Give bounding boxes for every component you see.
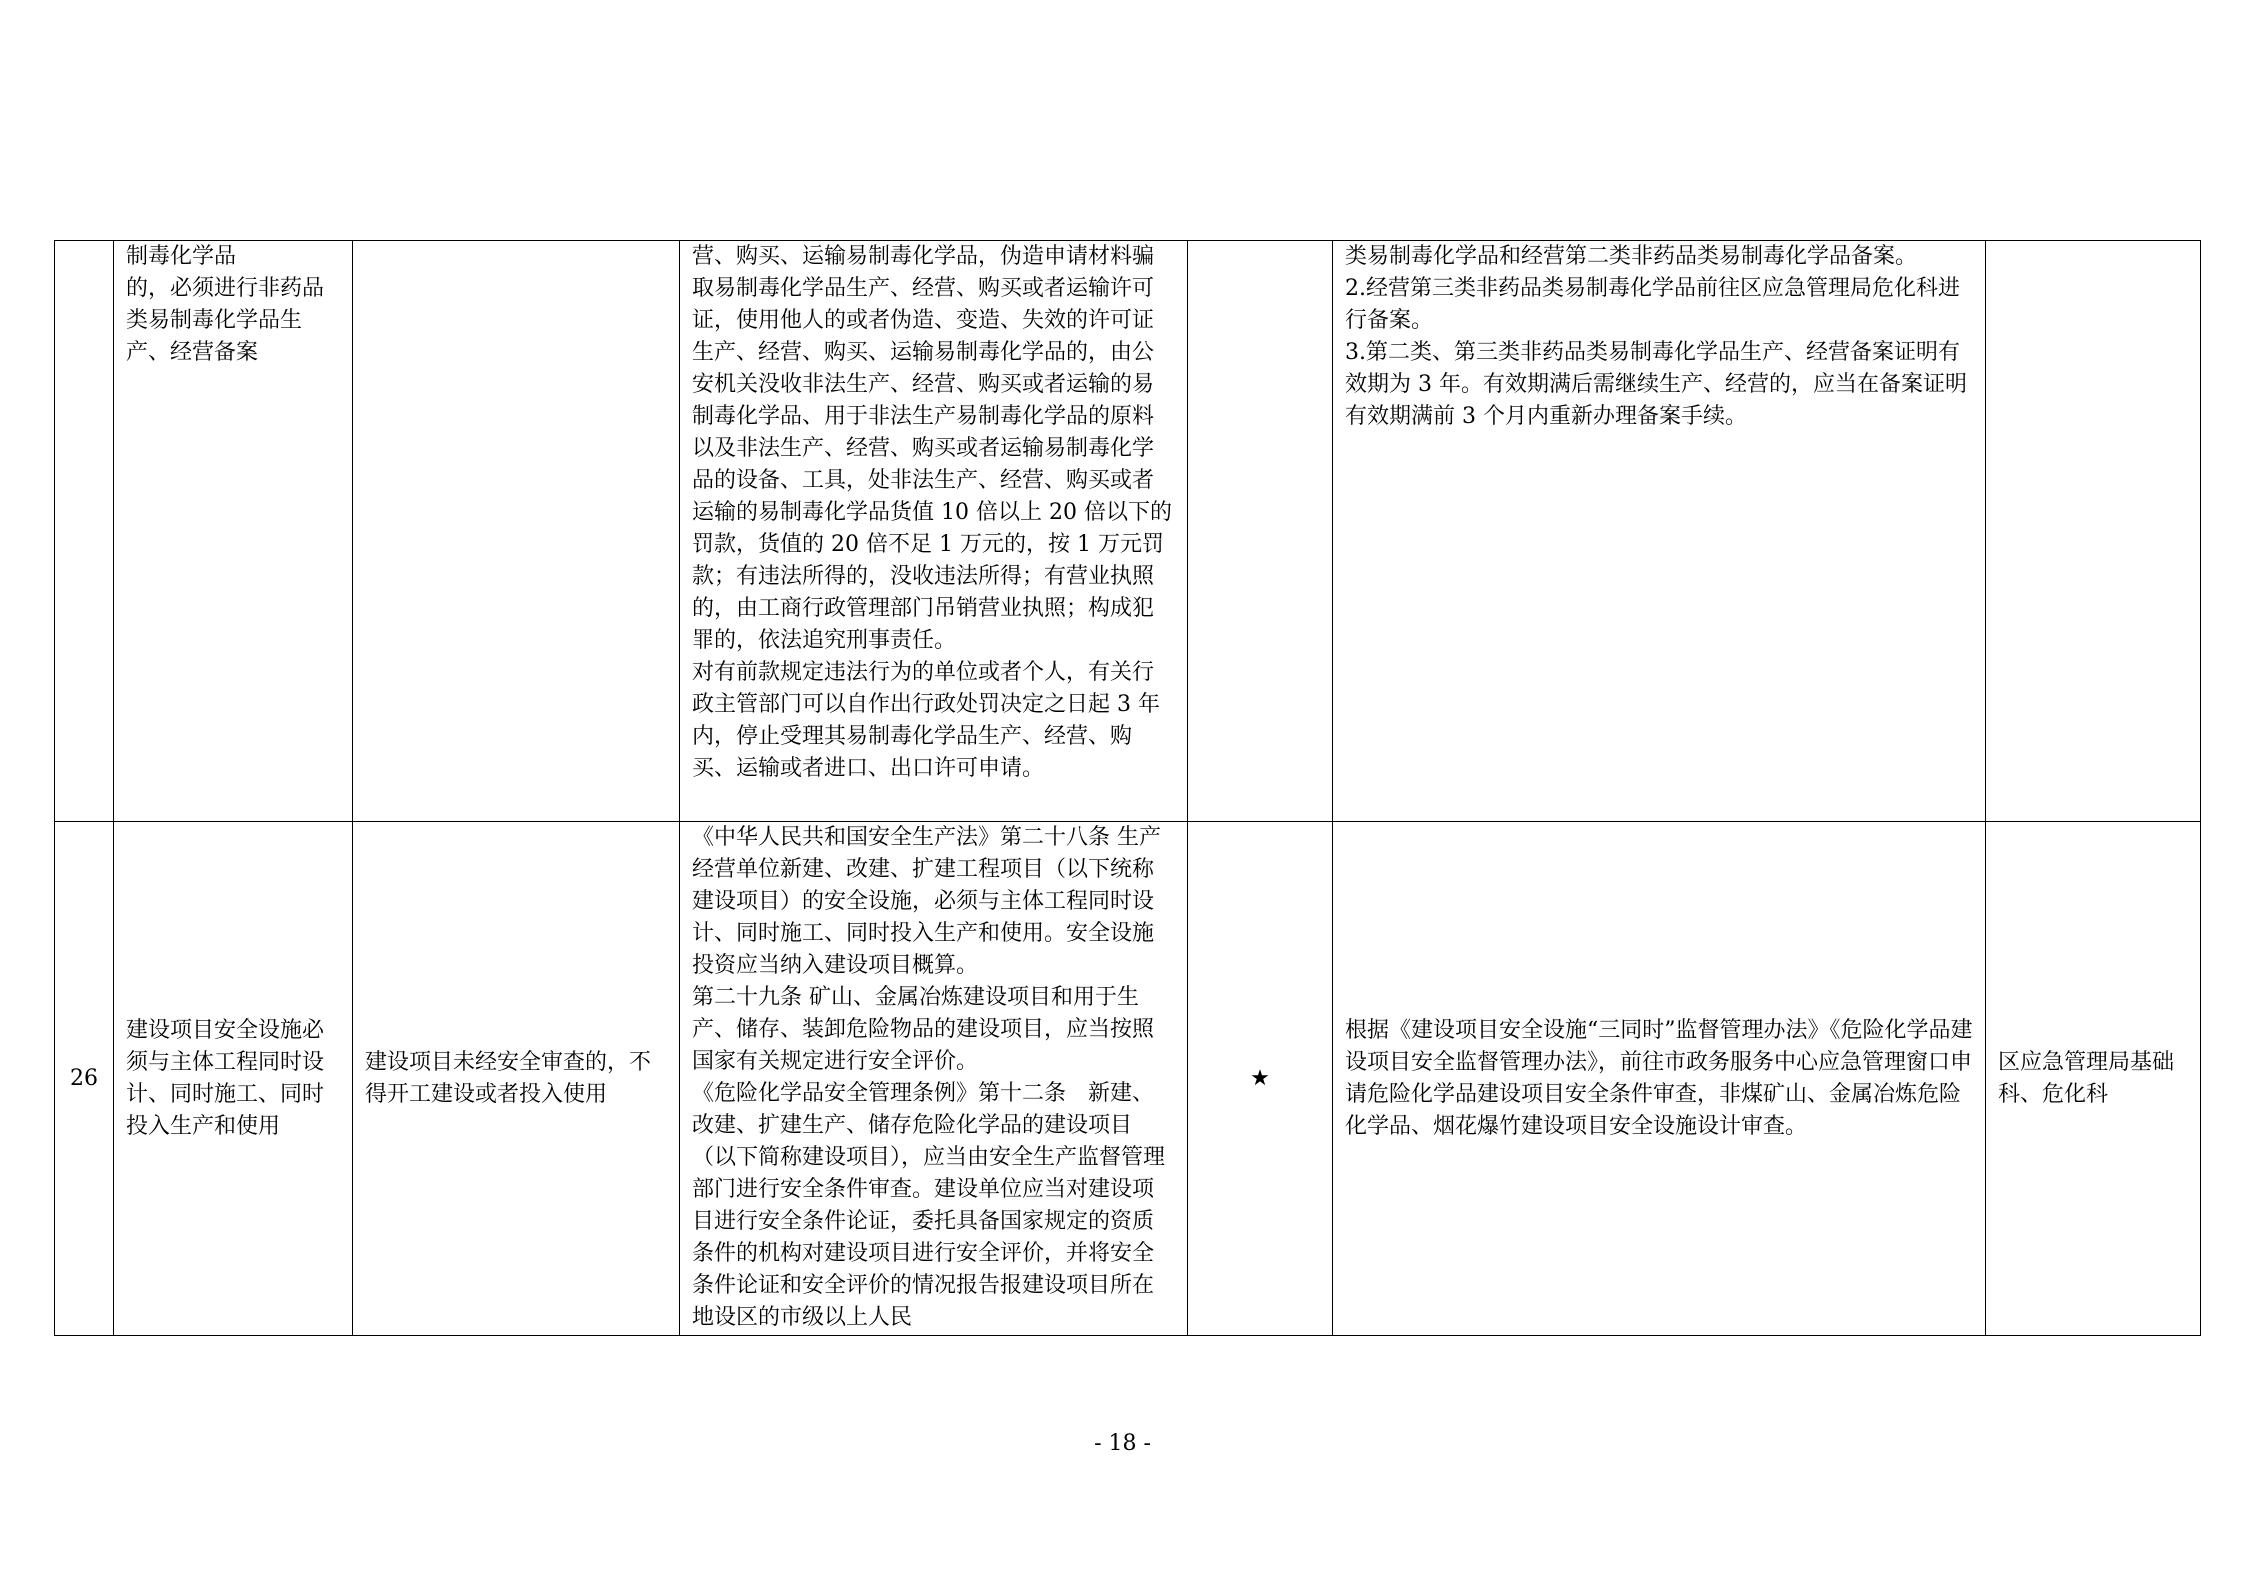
department-cell bbox=[1986, 241, 2201, 822]
item-cell: 建设项目安全设施必须与主体工程同时设计、同时施工、同时投入生产和使用 bbox=[114, 822, 353, 1336]
department-cell: 区应急管理局基础科、危化科 bbox=[1986, 822, 2201, 1336]
condition-cell bbox=[353, 241, 680, 822]
table-row bbox=[55, 822, 2201, 1336]
guidance-cell: 根据《建设项目安全设施“三同时”监督管理办法》《危险化学品建设项目安全监督管理办法》，前往市政务服务中心应急管理窗口申请危险化学品建设项目安全条件审查，非煤矿山、金属冶炼危险化学品、烟花爆竹建设项目安全设施设计审查。 bbox=[1333, 822, 1986, 1336]
mark-cell: ★ bbox=[1188, 822, 1333, 1336]
row-number-cell bbox=[55, 241, 114, 822]
table-row bbox=[55, 241, 2201, 822]
item-cell: 制毒化学品 的，必须进行非药品类易制毒化学品生产、经营备案 bbox=[114, 241, 353, 822]
condition-cell: 建设项目未经安全审查的，不得开工建设或者投入使用 bbox=[353, 822, 680, 1336]
guidance-cell: 类易制毒化学品和经营第二类非药品类易制毒化学品备案。 2.经营第三类非药品类易制毒化学品前往区应急管理局危化科进行备案。 3.第二类、第三类非药品类易制毒化学品生产、经营备案证明有效期为 3 年。有效期满后需继续生产、经营的，应当在备案证明有效期满前 3 个月内重新办理备案手续。 bbox=[1333, 241, 1986, 822]
mark-cell bbox=[1188, 241, 1333, 822]
legal-basis-cell: 营、购买、运输易制毒化学品，伪造申请材料骗取易制毒化学品生产、经营、购买或者运输许可证，使用他人的或者伪造、变造、失效的许可证生产、经营、购买、运输易制毒化学品的，由公安机关没收非法生产、经营、购买或者运输的易制毒化学品、用于非法生产易制毒化学品的原料以及非法生产、经营、购买或者运输易制毒化学品的设备、工具，处非法生产、经营、购买或者运输的易制毒化学品货值 10 倍以上 20 倍以下的罚款，货值的 20 倍不足 1 万元的，按 1 万元罚款；有违法所得的，没收违法所得；有营业执照的，由工商行政管理部门吊销营业执照；构成犯罪的，依法追究刑事责任。 对有前款规定违法行为的单位或者个人，有关行政主管部门可以自作出行政处罚决定之日起 3 年内，停止受理其易制毒化学品生产、经营、购买、运输或者进口、出口许可申请。 bbox=[680, 241, 1188, 822]
regulation-table bbox=[54, 240, 2201, 1336]
row-number-cell: 26 bbox=[55, 822, 114, 1336]
legal-basis-cell: 《中华人民共和国安全生产法》第二十八条 生产经营单位新建、改建、扩建工程项目（以下统称建设项目）的安全设施，必须与主体工程同时设计、同时施工、同时投入生产和使用。安全设施投资应当纳入建设项目概算。 第二十九条 矿山、金属冶炼建设项目和用于生产、储存、装卸危险物品的建设项目，应当按照国家有关规定进行安全评价。 《危险化学品安全管理条例》第十二条 新建、改建、扩建生产、储存危险化学品的建设项目（以下简称建设项目），应当由安全生产监督管理部门进行安全条件审查。建设单位应当对建设项目进行安全条件论证，委托具备国家规定的资质条件的机构对建设项目进行安全评价，并将安全条件论证和安全评价的情况报告报建设项目所在地设区的市级以上人民 bbox=[680, 822, 1188, 1336]
page-number: - 18 - bbox=[1094, 1431, 1151, 1456]
